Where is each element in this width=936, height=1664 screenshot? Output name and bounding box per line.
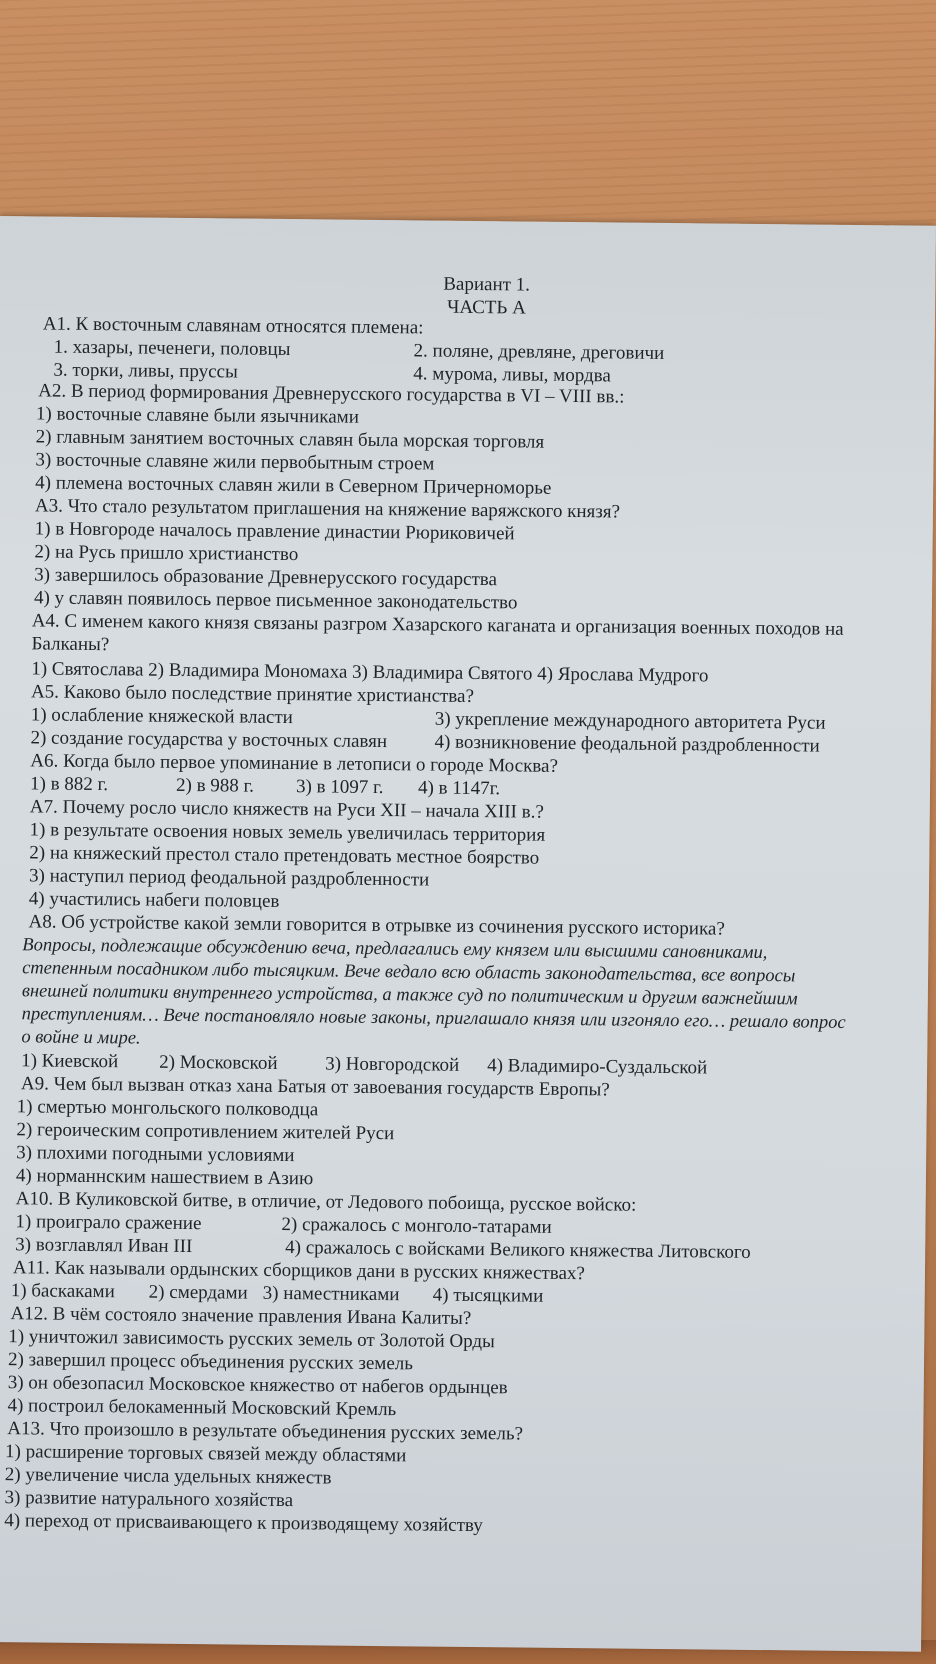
a12-option-2: 2) завершил процесс объединения русских земель <box>7 1349 414 1375</box>
test-sheet <box>0 216 936 1652</box>
a2-option-2: 2) главным занятием восточных славян была морская торговля <box>35 426 545 453</box>
a7-option-2: 2) на княжеский престол стало претендовать местное боярство <box>29 842 540 869</box>
a13-option-4: 4) переход от присваивающего к производящему хозяйству <box>4 1510 483 1537</box>
a5-option-3: 3) укрепление международного авторитета Руси <box>434 708 826 734</box>
a3-option-3: 3) завершилось образование Древнерусского государства <box>34 564 498 591</box>
a10-option-1: 1) проиграло сражение <box>15 1211 202 1235</box>
a7-option-4: 4) участились набеги половцев <box>28 888 280 912</box>
question-a1: А1. К восточным славянам относятся племена: <box>42 313 424 339</box>
question-a4-line-2: Балканы? <box>31 633 110 656</box>
part-title: ЧАСТЬ А <box>446 296 526 319</box>
wooden-table-top <box>0 0 936 230</box>
question-a5: А5. Каково было последствие принятие христианства? <box>30 681 475 707</box>
question-a10: А10. В Куликовской битве, в отличие, от Ледового побоища, русское войско: <box>15 1188 637 1216</box>
a10-option-2: 2) сражалось с монголо-татарами <box>281 1214 552 1238</box>
a11-option-3: 3) наместниками <box>262 1282 400 1306</box>
a7-option-1: 1) в результате освоения новых земель увеличилась территория <box>29 819 546 846</box>
a3-option-4: 4) у славян появилось первое письменное законодательство <box>33 587 518 614</box>
a6-option-4: 4) в 1147г. <box>417 777 501 800</box>
question-a12: А12. В чём состояло значение правления Ивана Калиты? <box>10 1303 472 1329</box>
a5-option-1: 1) ослабление княжеской власти <box>30 704 293 729</box>
a6-option-1: 1) в 882 г. <box>29 773 109 796</box>
a6-option-2: 2) в 988 г. <box>175 774 255 797</box>
a12-option-1: 1) уничтожил зависимость русских земель от Золотой Орды <box>8 1326 495 1353</box>
question-a2: А2. В период формирования Древнерусского государства в VI – VIII вв.: <box>38 380 625 408</box>
a8-quote-line-3: внешней политики внутреннего устройства, а также суд по политическим и другим важнейшим <box>21 981 798 1010</box>
question-a3: А3. Что стало результатом приглашения на княжение варяжского князя? <box>34 495 621 523</box>
a5-option-4: 4) возникновение феодальной раздробленности <box>434 731 820 757</box>
a9-option-1: 1) смертью монгольского полководца <box>16 1096 319 1121</box>
a13-option-3: 3) развитие натурального хозяйства <box>4 1487 294 1512</box>
a3-option-1: 1) в Новгороде началось правление династии Рюриковичей <box>34 518 515 545</box>
a6-option-3: 3) в 1097 г. <box>295 776 384 799</box>
a9-option-2: 2) героическим сопротивлением жителей Руси <box>16 1119 395 1145</box>
a1-option-3: 3. торки, ливы, пруссы <box>53 359 238 383</box>
a8-quote-line-4: преступлениям… Вече постановляло новые законы, приглашало князя или изгоняло его… решало вопрос <box>21 1004 846 1033</box>
a11-option-4: 4) тысяцкими <box>432 1284 544 1307</box>
a1-option-2: 2. поляне, древляне, дреговичи <box>413 340 665 364</box>
question-a6: А6. Когда было первое упоминание в летописи о городе Москва? <box>30 750 559 777</box>
a9-option-4: 4) норманнским нашествием в Азию <box>15 1165 314 1190</box>
question-a11: А11. Как называли ордынских сборщиков дани в русских княжествах? <box>12 1257 585 1285</box>
a8-option-1: 1) Киевской <box>21 1050 119 1073</box>
a10-option-3: 3) возглавлял Иван III <box>15 1234 193 1258</box>
a2-option-3: 3) восточные славяне жили первобытным строем <box>35 449 435 475</box>
a13-option-1: 1) расширение торговых связей между областями <box>4 1441 407 1467</box>
a1-option-4: 4. мурома, ливы, мордва <box>413 363 611 387</box>
a8-quote-line-2: степенным посадником либо тысяцким. Вече ведало всю область законодательства, все вопросы <box>22 958 796 987</box>
question-a8: А8. Об устройстве какой земли говорится в отрывке из сочинения русского историка? <box>28 911 725 940</box>
a9-option-3: 3) плохими погодными условиями <box>16 1142 295 1167</box>
variant-title: Вариант 1. <box>443 273 531 296</box>
a7-option-3: 3) наступил период феодальной раздробленности <box>28 865 430 891</box>
a10-option-4: 4) сражалось с войсками Великого княжества Литовского <box>285 1237 751 1263</box>
question-a4-line-1 <box>32 610 908 641</box>
question-a7: А7. Почему росло число княжеств на Руси XII – начала XIII в.? <box>29 796 544 823</box>
question-a9: А9. Чем был вызван отказ хана Батыя от завоевания государств Европы? <box>20 1073 610 1101</box>
a13-option-2: 2) увеличение числа удельных княжеств <box>4 1464 332 1489</box>
a8-option-3: 3) Новгородской <box>325 1053 460 1076</box>
a8-option-2: 2) Московской <box>159 1051 278 1074</box>
a1-option-1: 1. хазары, печенеги, половцы <box>53 336 291 361</box>
question-a13: А13. Что произошло в результате объединения русских земель? <box>7 1418 524 1445</box>
a8-quote-line-5: о войне и мире. <box>21 1027 141 1049</box>
a12-option-3: 3) он обезопасил Московское княжество от набегов ордынцев <box>7 1372 508 1399</box>
a3-option-2: 2) на Русь пришло христианство <box>34 541 299 566</box>
a8-quote-line-1: Вопросы, подлежащие обсуждению веча, предлагались ему князем или высшими сановниками, <box>22 935 768 964</box>
question-a4-text: А4. С именем какого князя связаны разгром Хазарского каганата и организация военных походов на <box>31 610 844 640</box>
a5-option-2: 2) создание государства у восточных славян <box>30 727 388 753</box>
a11-option-2: 2) смердами <box>148 1281 248 1304</box>
a12-option-4: 4) построил белокаменный Московский Кремль <box>7 1395 397 1421</box>
a11-option-1: 1) баскаками <box>10 1280 115 1303</box>
a8-option-4: 4) Владимиро-Суздальской <box>487 1055 708 1079</box>
a4-options: 1) Святослава 2) Владимира Мономаха 3) Владимира Святого 4) Ярослава Мудрого <box>31 658 709 687</box>
a2-option-4: 4) племена восточных славян жили в Северном Причерноморье <box>35 472 552 499</box>
a2-option-1: 1) восточные славяне были язычниками <box>35 403 360 428</box>
